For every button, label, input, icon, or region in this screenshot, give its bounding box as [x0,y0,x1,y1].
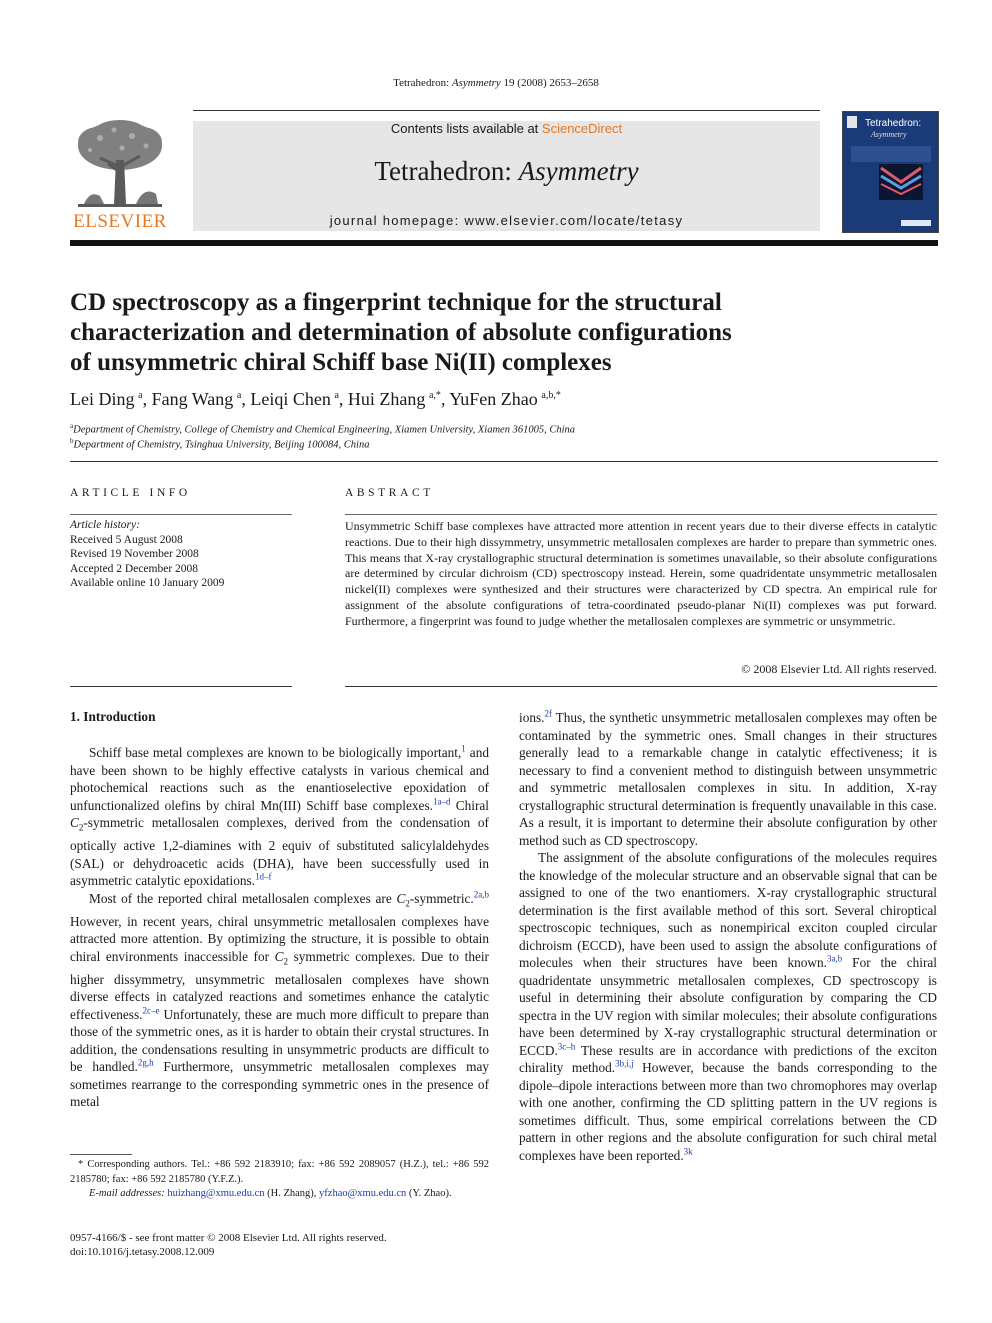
history-label: Article history: [70,519,140,531]
text-run: and have been shown to be highly effective catalysts in various chemical and photochemical reactions such as the enantioselective epoxidation of unfunctionalized olefins by chiral Mn(III) Schiff base complexes. [70,745,489,813]
affiliation-a: $^a$Department of Chemistry, College of Chemistry and Chemical Engineering, Xiamen University, Xiamen 361005, China [70,422,576,436]
history-online: Available online 10 January 2009 [70,577,225,589]
text-run: These results are in accordance with predictions of the exciton chirality method. [519,1042,937,1075]
contents-line: Contents lists available at ScienceDirect [390,121,623,136]
text-run: symmetric complexes. Due to their higher dissymmetry, unsymmetric metallosalen complexes have shown diverse effects in catalyzed reactions and sometimes enhance the catalytic effectiveness. [70,948,489,1022]
body-column-right [519,709,937,1164]
citation-link[interactable]: 2g,h [137,1058,154,1069]
email-link-hzhang[interactable]: huizhang@xmu.edu.cn [167,1188,265,1199]
text-run: However, because the bands corresponding to the dipole–dipole interactions between more than two chromophores may overlap with one another, confirming the CD splitting pattern in the UV regions is sometimes difficult. Thus, some empirical correlations between the CD pattern in other regions and the absolute configuration for such chiral metal complexes have been reported. [519,1060,938,1163]
italic-symbol: C [274,948,284,964]
sciencedirect-link[interactable]: ScienceDirect [541,121,623,136]
title-line: of unsymmetric chiral Schiff base Ni(II) complexes [70,349,612,376]
corresponding-authors-note: * Corresponding authors. Tel.: +86 592 2183910; fax: +86 592 2089057 (H.Z.), tel.: +86 592 2185780; fax: +86 592 2185780 (Y.F.Z.). [70,1159,489,1185]
text-run: -symmetric. [409,890,474,906]
body-paragraph [519,709,937,849]
cover-footer-logo-icon [901,220,931,226]
journal-cover-thumbnail[interactable] [842,111,939,233]
email-addresses: E-mail addresses: huizhang@xmu.edu.cn (H. Zhang), yfzhao@xmu.edu.cn (Y. Zhao). [89,1188,452,1199]
text-run: ions. [519,710,545,725]
article-history [70,518,224,591]
email-link-yfzhao[interactable]: yfzhao@xmu.edu.cn [319,1188,407,1199]
front-matter-line: 0957-4166/$ - see front matter © 2008 Elsevier Ltd. All rights reserved. [70,1232,387,1244]
header-rule [193,110,820,111]
abstract-text: Unsymmetric Schiff base complexes have attracted more attention in recent years due to their diverse effects in catalytic reactions. Due to their high dissymmetry, unsymmetric metallosalen complexes are harder to prepare than symmetric ones. This means that X-ray crystallographic structural determination is sometimes unavailable, so their absolute configurations are determined by circular dichroism (CD) spectroscopy instead. Herein, some quadridentate unsymmetric metallosalen nickel(II) complexes were synthesized and their structures were characterized by CD spectra. An empirical rule for assignment of the absolute configurations of tetra-coordinated pseudo-planar Ni(II) complexes was put forward. Furthermore, a fingerprint was found to judge whether the metallosalen complexes are symmetric or unsymmetric. [345,519,937,628]
affiliation-rule [70,461,938,462]
title-line: characterization and determination of absolute configurations [70,319,732,346]
article-info-heading: ARTICLE INFO [70,487,191,499]
text-run: The assignment of the absolute configurations of the molecules requires the knowledge of the molecular structure and an observable signal that can be assigned to one of the two enantiomers. X-ray crystallographic structural determination is the first available method of this sort. Several chiroptical spectroscopic techniques, such as nonempirical exciton coupled circular dichroism (ECCD), have been used to assign the absolute configurations of molecules when their structures have been known. [519,850,937,970]
abstract-rule [345,514,937,515]
author-name[interactable]: YuFen Zhao [449,389,538,409]
text-run: For the chiral quadridentate unsymmetric metallosalen complexes, CD spectroscopy is useful in determining their absolute configuration by comparing the CD spectra in the UV region with similar molecules; their absolute configurations have been determined by X-ray crystallographic structural determination or ECCD. [519,955,937,1058]
citation-link[interactable]: 3k [683,1146,693,1157]
body-paragraph [70,890,489,1111]
text-run: Chiral [450,797,489,813]
info-bottom-rule [70,686,292,687]
author-marks: a,b,* [541,390,561,401]
text-run: Thus, the synthetic unsymmetric metallosalen complexes may often be contaminated by the symmetric ones. Small changes in their structures generally lead to a remarkable change in catalytic effectiveness; it is necessary to find a convenient method to distinguish between unsymmetric and symmetric metallosalen complexes in situ. In addition, X-ray crystallographic structural determination is frequently unavailable in this case. As a result, it is important to determine their absolute configuration by other method such as CD spectroscopy. [519,710,937,848]
author-marks: a [138,390,143,401]
author-marks: a,* [428,390,441,401]
text-run: Most of the reported chiral metallosalen complexes are [89,890,397,906]
subscript: 2 [283,956,289,967]
author-name[interactable]: Leiqi Chen [250,389,331,409]
author-name[interactable]: Fang Wang [151,389,234,409]
text-run: Unfortunately, these are much more difficult to prepare than those of the symmetric ones, as it is harder to obtain their crystal structures. In addition, the condensations resulting in unsymmetric products are difficult to be handled. [70,1006,489,1075]
body-paragraph [70,744,489,890]
citation-link[interactable]: 3c–h [557,1041,576,1052]
text-run: Schiff base metal complexes are known to be biologically important, [89,745,462,760]
tree-logo-icon [70,120,170,212]
abstract-heading: ABSTRACT [345,487,434,499]
body-column-left [70,744,489,1111]
journal-homepage-link[interactable]: journal homepage: www.elsevier.com/locate/tetasy [329,213,684,228]
body-paragraph [519,849,937,1164]
citation-link[interactable]: 2a,b [473,889,489,900]
citation-link[interactable]: 1d–f [255,871,272,882]
citation-link[interactable]: 1a–d [432,796,451,807]
italic-symbol: C [70,815,79,830]
cover-text-band [851,146,931,162]
history-received: Received 5 August 2008 [70,533,183,546]
citation-link[interactable]: 2f [544,708,552,719]
corresponding-footnote [70,1158,489,1202]
abstract-bottom-rule [345,686,937,687]
citation-link[interactable]: 1 [461,743,466,754]
italic-symbol: C [396,890,406,906]
author-marks: a [236,390,242,401]
text-run: However, in recent years, chiral unsymmetric metallosalen complexes have attracted more attention. By optimizing the structure, it is possible to obtain chiral environments inaccessible for [70,913,489,964]
introduction-heading: 1. Introduction [70,709,156,724]
author-list: Lei Ding $^a$, Fang Wang $^a$, Leiqi Chen $^a$, Hui Zhang $^{a,*}$, YuFen Zhao $^{a,b,*}$ [70,389,561,409]
history-accepted: Accepted 2 December 2008 [70,562,199,575]
cover-art-icon [879,164,923,200]
article-title [70,288,810,378]
abstract-copyright: © 2008 Elsevier Ltd. All rights reserved. [741,662,937,676]
text-run: -symmetric metallosalen complexes, derived from the condensation of optically active 1,2-diamines with 2 equiv of substituted salicylaldehydes (SAL) or dehydroacetic acids (DHA), have been successfully used in asymmetric catalytic epoxidations. [70,815,489,889]
citation-link[interactable]: 3a,b [827,953,843,964]
running-head: Tetrahedron: Asymmetry 19 (2008) 2653–2658 [393,77,599,89]
cover-mini-logo-icon [847,116,857,128]
history-revised: Revised 19 November 2008 [70,548,199,560]
cover-subtitle: Asymmetry [871,130,907,139]
subscript: 2 [78,822,84,833]
header-thick-rule [70,240,938,246]
footnote-rule [70,1154,132,1155]
author-name[interactable]: Lei Ding [70,389,135,409]
journal-name: Tetrahedron: Asymmetry [374,156,639,186]
title-line: CD spectroscopy as a fingerprint technique for the structural [70,289,722,316]
cover-title: Tetrahedron: [865,118,922,129]
publisher-wordmark: ELSEVIER [73,211,167,232]
citation-link[interactable]: 3b,i,j [615,1058,634,1069]
author-name[interactable]: Hui Zhang [347,389,426,409]
author-marks: a [334,390,339,401]
doi-link[interactable]: doi:10.1016/j.tetasy.2008.12.009 [70,1246,215,1258]
citation-link[interactable]: 2c–e [142,1005,160,1016]
text-run: Furthermore, unsymmetric metallosalen complexes may sometimes rearrange to the corresponding symmetric ones in the presence of metal [70,1059,489,1110]
article-info-rule [70,514,292,515]
subscript: 2 [405,898,410,909]
affiliation-b: $^b$Department of Chemistry, Tsinghua University, Beijing 100084, China [70,437,370,451]
